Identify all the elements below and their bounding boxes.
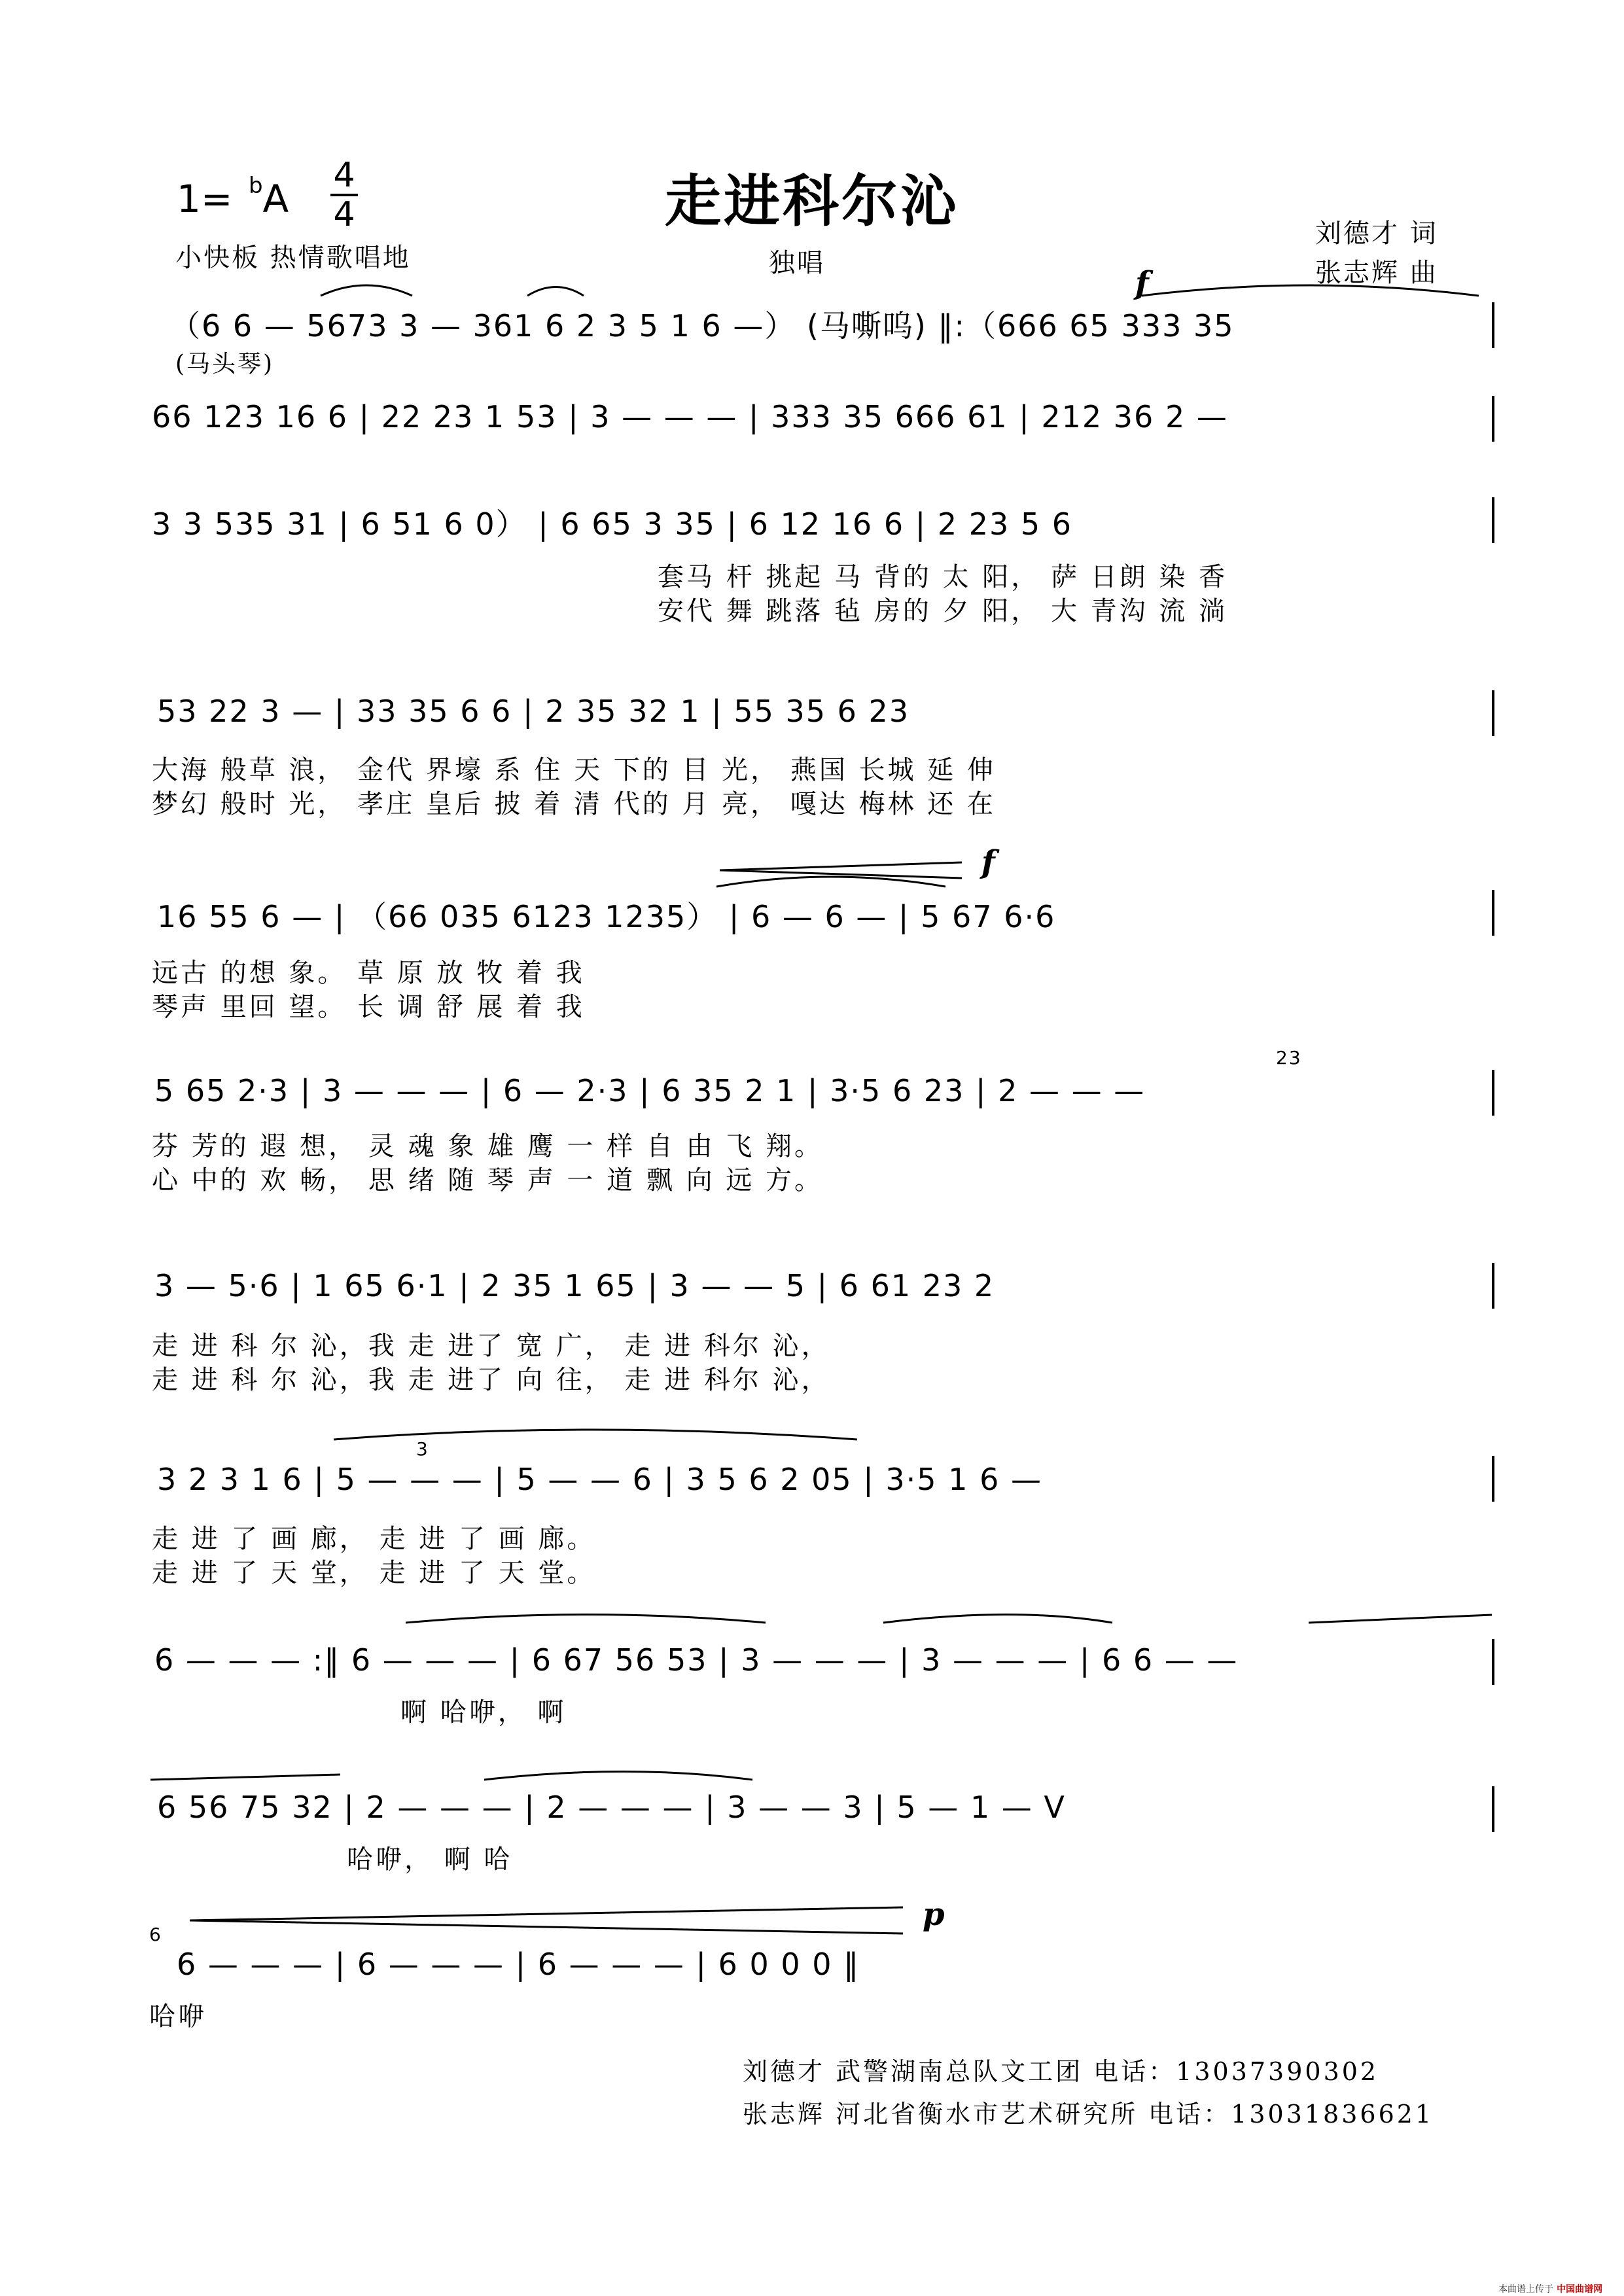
crescendo-line: [1309, 1615, 1492, 1623]
system-11-lyric-1: 哈咿: [149, 2002, 207, 2032]
system-10-notes: 6 56 75 32 | 2 — — — | 2 — — — | 3 — — 3 | 5 — 1 — V: [157, 1790, 1066, 1825]
system-9-lyric-1: 啊 哈咿， 啊: [400, 1697, 567, 1727]
dynamic-forte-1: f: [1135, 265, 1149, 302]
system-8-notes: 3 2 3 1 6 | 5 — — — | 5 — — 6 | 3 5 6 2 05 | 3·5 1 6 —: [157, 1462, 1042, 1497]
grace-note-6: 6: [149, 1924, 162, 1945]
slur: [484, 1772, 752, 1780]
composer-contact: 张志辉 河北省衡水市艺术研究所 电话：13031836621: [743, 2100, 1434, 2128]
system-9-notes: 6 — — — :‖ 6 — — — | 6 67 56 53 | 3 — — — | 3 — — — | 6 6 — —: [154, 1642, 1239, 1678]
system-11-notes: 6 — — — | 6 — — — | 6 — — — | 6 0 0 0 ‖: [177, 1947, 860, 1982]
performance-type: 独唱: [769, 248, 825, 278]
watermark: [1498, 2282, 1602, 2295]
system-3-lyric-1: 套马 杆 挑起 马 背的 太 阳， 萨 日朗 染 香: [658, 562, 1228, 592]
system-5-lyric-2: 琴声 里回 望。 长 调 舒 展 着 我: [152, 992, 585, 1022]
system-5-lyric-1: 远古 的想 象。 草 原 放 牧 着 我: [152, 958, 585, 988]
system-7-lyric-2: 走 进 科 尔 沁，我 走 进了 向 往， 走 进 科尔 沁，: [152, 1365, 830, 1395]
flat-sign: b: [248, 173, 263, 199]
system-6-lyric-2: 心 中的 欢 畅， 思 绪 随 琴 声 一 道 飘 向 远 方。: [152, 1165, 824, 1195]
system-4-lyric-1: 大海 般草 浪， 金代 界壕 系 住 天 下的 目 光， 燕国 长城 延 伸: [152, 755, 997, 785]
watermark-text: 本曲谱上传于: [1498, 2284, 1553, 2295]
system-6-lyric-1: 芬 芳的 遐 想， 灵 魂 象 雄 鹰 一 样 自 由 飞 翔。: [152, 1131, 824, 1161]
grace-note-3: 3: [416, 1438, 429, 1460]
system-2-notes: 66 123 16 6 | 22 23 1 53 | 3 — — — | 333 35 666 61 | 212 36 2 —: [152, 399, 1228, 434]
meter-top: 4: [333, 156, 355, 195]
system-3-notes: 3 3 535 31 | 6 51 6 0） | 6 65 3 35 | 6 12 16 6 | 2 23 5 6: [152, 506, 1073, 542]
system-1-notes: （6 6 — 5673 3 — 361 6 2 3 5 1 6 —） (马嘶呜) ‖:（666 65 333 35: [170, 308, 1235, 344]
system-4-lyric-2: 梦幻 般时 光， 孝庄 皇后 披 着 清 代的 月 亮， 嘎达 梅林 还 在: [152, 789, 997, 819]
crescendo-hairpin: [190, 1907, 903, 1934]
slur: [527, 287, 584, 296]
system-6-notes: 5 65 2·3 | 3 — — — | 6 — 2·3 | 6 35 2 1 | 3·5 6 23 | 2 — — —: [154, 1073, 1146, 1108]
crescendo-hairpin: [720, 862, 962, 878]
song-title: 走进科尔沁: [665, 169, 959, 234]
dynamic-piano: p: [923, 1896, 945, 1933]
composer-credit: 张志辉 曲: [1315, 258, 1438, 288]
meter-bottom: 4: [333, 195, 355, 234]
slur: [406, 1615, 766, 1623]
key-prefix: 1=: [177, 177, 233, 221]
system-4-notes: 53 22 3 — | 33 35 6 6 | 2 35 32 1 | 55 35 6 23: [157, 694, 910, 729]
dynamic-forte-2: f: [981, 844, 995, 881]
slur: [334, 1430, 857, 1439]
watermark-brand: 中国曲谱网: [1557, 2284, 1603, 2295]
system-8-lyric-2: 走 进 了 天 堂， 走 进 了 天 堂。: [152, 1558, 596, 1588]
system-7-lyric-1: 走 进 科 尔 沁，我 走 进了 宽 广， 走 进 科尔 沁，: [152, 1331, 830, 1361]
lyricist-credit: 刘德才 词: [1315, 219, 1438, 249]
slur: [321, 285, 412, 296]
slur: [716, 877, 945, 887]
key-note: A: [262, 177, 289, 221]
slur: [1142, 285, 1479, 296]
system-5-notes: 16 55 6 — | （66 035 6123 1235） | 6 — 6 — | 5 67 6·6: [157, 899, 1056, 934]
system-10-lyric-1: 哈咿， 啊 哈: [347, 1845, 513, 1875]
lyricist-contact: 刘德才 武警湖南总队文工团 电话：13037390302: [743, 2057, 1379, 2086]
crescendo-line: [150, 1775, 340, 1780]
system-3-lyric-2: 安代 舞 跳落 毡 房的 夕 阳， 大 青沟 流 淌: [658, 596, 1228, 626]
slur: [883, 1615, 1112, 1623]
system-1-annotation: (马头琴): [175, 351, 275, 378]
grace-note-23: 23: [1276, 1047, 1302, 1069]
system-8-lyric-1: 走 进 了 画 廊， 走 进 了 画 廊。: [152, 1524, 596, 1554]
system-7-notes: 3 — 5·6 | 1 65 6·1 | 2 35 1 65 | 3 — — 5 | 6 61 23 2: [154, 1268, 995, 1303]
tempo-marking: 小快板 热情歌唱地: [175, 243, 411, 273]
